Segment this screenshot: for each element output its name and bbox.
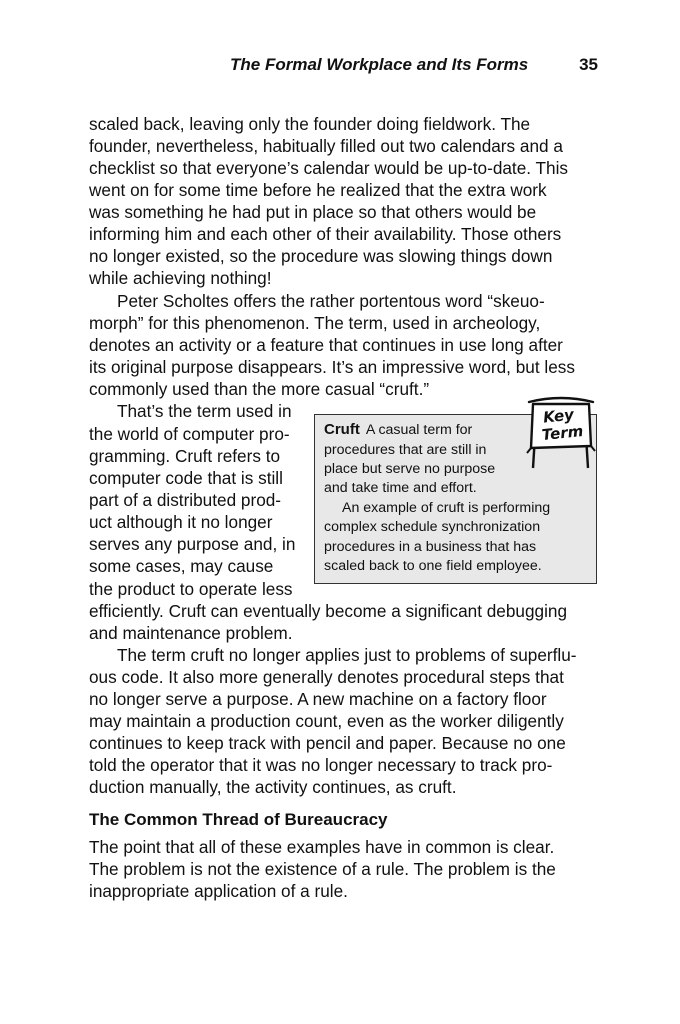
key-term-line: An example of cruft is performing bbox=[342, 500, 551, 516]
key-term-line: scaled back to one field employee. bbox=[324, 558, 542, 574]
key-term-icon-label: Term bbox=[540, 421, 585, 445]
text-line: commonly used than the more casual “cruft.” bbox=[89, 379, 430, 399]
text-line: while achieving nothing! bbox=[89, 268, 272, 288]
text-line: gramming. Cruft refers to bbox=[89, 446, 281, 466]
text-line: and maintenance problem. bbox=[89, 623, 293, 643]
key-term-definition: A casual term for bbox=[365, 422, 473, 438]
key-term-icon-label: Key bbox=[542, 405, 575, 427]
text-line: the product to operate less bbox=[89, 579, 293, 599]
text-line: serves any purpose and, in bbox=[89, 534, 296, 554]
text-line: some cases, may cause bbox=[89, 556, 274, 576]
text-line: went on for some time before he realized that the extra work bbox=[89, 180, 547, 200]
text-line: told the operator that it was no longer necessary to track pro- bbox=[89, 755, 553, 775]
text-line: informing him and each other of their availability. Those others bbox=[89, 224, 562, 244]
text-line: continues to keep track with pencil and paper. Because no one bbox=[89, 733, 566, 753]
text-line: computer code that is still bbox=[89, 468, 283, 488]
key-term-line: and take time and effort. bbox=[324, 480, 477, 496]
page-number: 35 bbox=[579, 55, 598, 74]
text-line: checklist so that everyone’s calendar would be up-to-date. This bbox=[89, 158, 568, 178]
text-line: The problem is not the existence of a rule. The problem is the bbox=[89, 859, 556, 879]
text-line: no longer existed, so the procedure was slowing things down bbox=[89, 246, 553, 266]
text-line: may maintain a production count, even as the worker diligently bbox=[89, 711, 564, 731]
text-line: efficiently. Cruft can eventually become a significant debugging bbox=[89, 601, 568, 621]
key-term-line: procedures in a business that has bbox=[324, 539, 537, 555]
section-heading: The Common Thread of Bureaucracy bbox=[89, 810, 388, 829]
text-line: ous code. It also more generally denotes procedural steps that bbox=[89, 667, 564, 687]
text-line: inappropriate application of a rule. bbox=[89, 881, 348, 901]
key-term-line: complex schedule synchronization bbox=[324, 519, 541, 535]
text-line: The point that all of these examples have in common is clear. bbox=[89, 837, 555, 857]
key-term-line bbox=[324, 420, 472, 441]
text-line: morph” for this phenomenon. The term, used in archeology, bbox=[89, 313, 541, 333]
text-line: no longer serve a purpose. A new machine on a factory floor bbox=[89, 689, 547, 709]
text-line: its original purpose disappears. It’s an impressive word, but less bbox=[89, 357, 575, 377]
key-term-word: Cruft bbox=[324, 421, 360, 438]
text-line: The term cruft no longer applies just to problems of superflu- bbox=[117, 645, 577, 665]
text-line: was something he had put in place so that others would be bbox=[89, 202, 537, 222]
key-term-line: place but serve no purpose bbox=[324, 461, 496, 477]
text-line: That’s the term used in bbox=[117, 401, 292, 421]
text-line: scaled back, leaving only the founder doing fieldwork. The bbox=[89, 114, 531, 134]
text-line: uct although it no longer bbox=[89, 512, 273, 532]
key-term-easel-icon bbox=[521, 390, 601, 470]
text-line: part of a distributed prod- bbox=[89, 490, 282, 510]
text-line: Peter Scholtes offers the rather portentous word “skeuo- bbox=[117, 291, 545, 311]
key-term-line: procedures that are still in bbox=[324, 442, 487, 458]
text-line: duction manually, the activity continues, as cruft. bbox=[89, 777, 457, 797]
text-line: the world of computer pro- bbox=[89, 424, 290, 444]
text-line: denotes an activity or a feature that continues in use long after bbox=[89, 335, 563, 355]
running-header-title: The Formal Workplace and Its Forms bbox=[230, 55, 529, 74]
text-line: founder, nevertheless, habitually filled out two calendars and a bbox=[89, 136, 563, 156]
